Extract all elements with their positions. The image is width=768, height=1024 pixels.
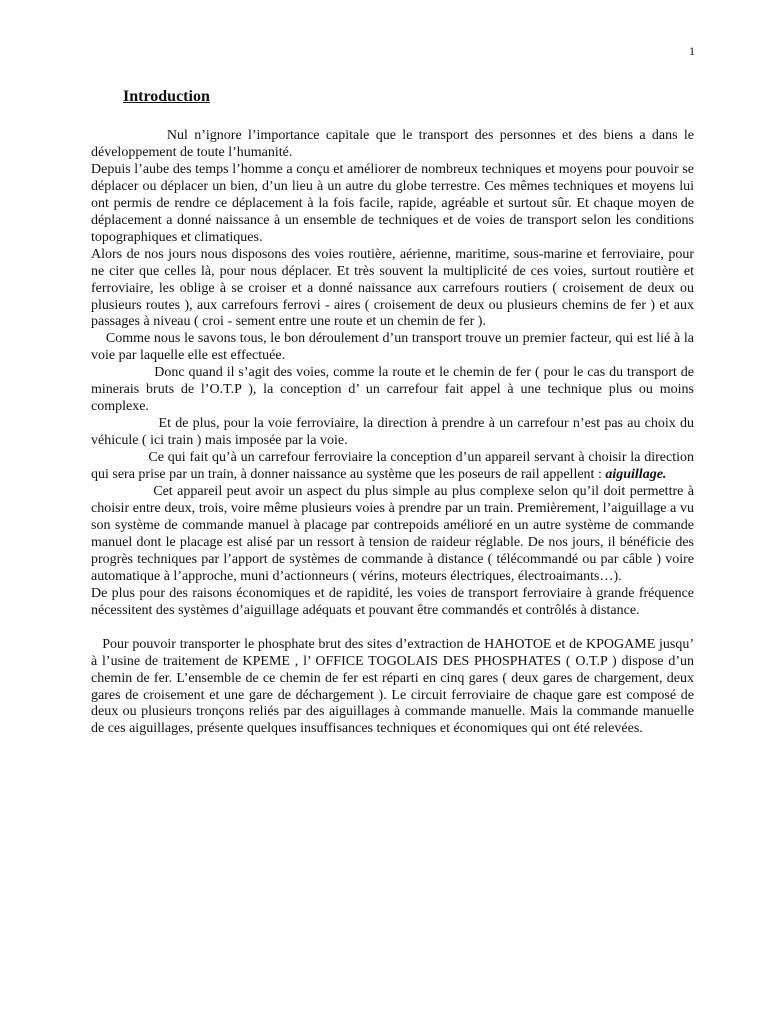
paragraph: Alors de nos jours nous disposons des voies routière, aérienne, maritime, sous-marine et ferroviaire, pour ne citer que celles là, pour nous déplacer. Et très souvent la multiplicité de ces voies, surtout routière et ferroviaire, les oblige à se croiser et a donné naissance aux carrefours routiers ( croisement de deux ou plusieurs routes ), aux carrefours ferrovi - aires ( croisement de deux ou plusieurs chemins de fer ) et aux passages à niveau ( croi - sement entre une route et un chemin de fer ). [91, 246, 694, 330]
paragraph: Donc quand il s’agit des voies, comme la route et le chemin de fer ( pour le cas du transport de minerais bruts de l’O.T.P ), la conception d’ un carrefour fait appel à une technique plus ou moins complexe. [91, 365, 694, 415]
paragraph: Depuis l’aube des temps l’homme a conçu et améliorer de nombreux techniques et moyens pour pouvoir se déplacer ou déplacer un bien, d’un lieu à un autre du globe terrestre. Ces mêmes techniques et moyens lui ont permis de rendre ce déplacement à la fois facile, rapide, agréable et surtout sûr. Et chaque moyen de déplacement a donné naissance à un ensemble de techniques et de voies de transport selon les conditions topographiques et climatiques. [91, 161, 694, 245]
paragraph: Cet appareil peut avoir un aspect du plus simple au plus complexe selon qu’il doit permettre à choisir entre deux, trois, voire même plusieurs voies à prendre par un train. Premièrement, l’aiguillage a vu son système de commande manuel à placage par contrepoids amélioré en un autre système de commande manuel dont le placage est alisé par un ressort à tension de raideur réglable. De nos jours, il bénéficie des progrès techniques par l’apport de systèmes de commande à distance ( télécommandé ou par câble ) voire automatique à l’approche, muni d’actionneurs ( vérins, moteurs électriques, électroaimants…). [91, 484, 694, 584]
page-title: Introduction [123, 88, 210, 105]
paragraph: Et de plus, pour la voie ferroviaire, la direction à prendre à un carrefour n’est pas au choix du véhicule ( ici train ) mais imposée par la voie. [91, 416, 694, 449]
term-aiguillage: aiguillage [605, 467, 663, 483]
paragraph: Nul n’ignore l’importance capitale que le transport des personnes et des biens a dans le développement de toute l’humanité. [91, 128, 694, 160]
term-suffix: . [662, 467, 667, 483]
paragraph-spacer [91, 620, 694, 637]
paragraph-aiguillage [91, 450, 694, 484]
paragraph: De plus pour des raisons économiques et de rapidité, les voies de transport ferroviaire à grande fréquence nécessitent des systèmes d’aiguillage adéquats et pouvant être commandés et contrôlés à distance. [91, 585, 694, 618]
body-text [91, 128, 694, 738]
paragraph: Comme nous le savons tous, le bon déroulement d’un transport trouve un premier facteur, qui est lié à la voie par laquelle elle est effectuée. [91, 331, 694, 364]
page-number: 1 [689, 44, 695, 58]
paragraph-text: Ce qui fait qu’à un carrefour ferroviaire la conception d’un appareil servant à choisir la direction qui sera prise par un train, à donner naissance au système que les poseurs de rail appellent : [91, 450, 694, 483]
paragraph: Pour pouvoir transporter le phosphate brut des sites d’extraction de HAHOTOE et de KPOGAME jusqu’ à l’usine de traitement de KPEME , l’ OFFICE TOGOLAIS DES PHOSPHATES ( O.T.P ) dispose d’un chemin de fer. L’ensemble de ce chemin de fer est réparti en cinq gares ( deux gares de chargement, deux gares de croisement et une gare de déchargement ). Le circuit ferroviaire de chaque gare est composé de deux ou plusieurs tronçons reliés par des aiguillages à commande manuelle. Mais la commande manuelle de ces aiguillages, présente quelques insuffisances techniques et économiques qui ont été relevées. [91, 636, 694, 737]
